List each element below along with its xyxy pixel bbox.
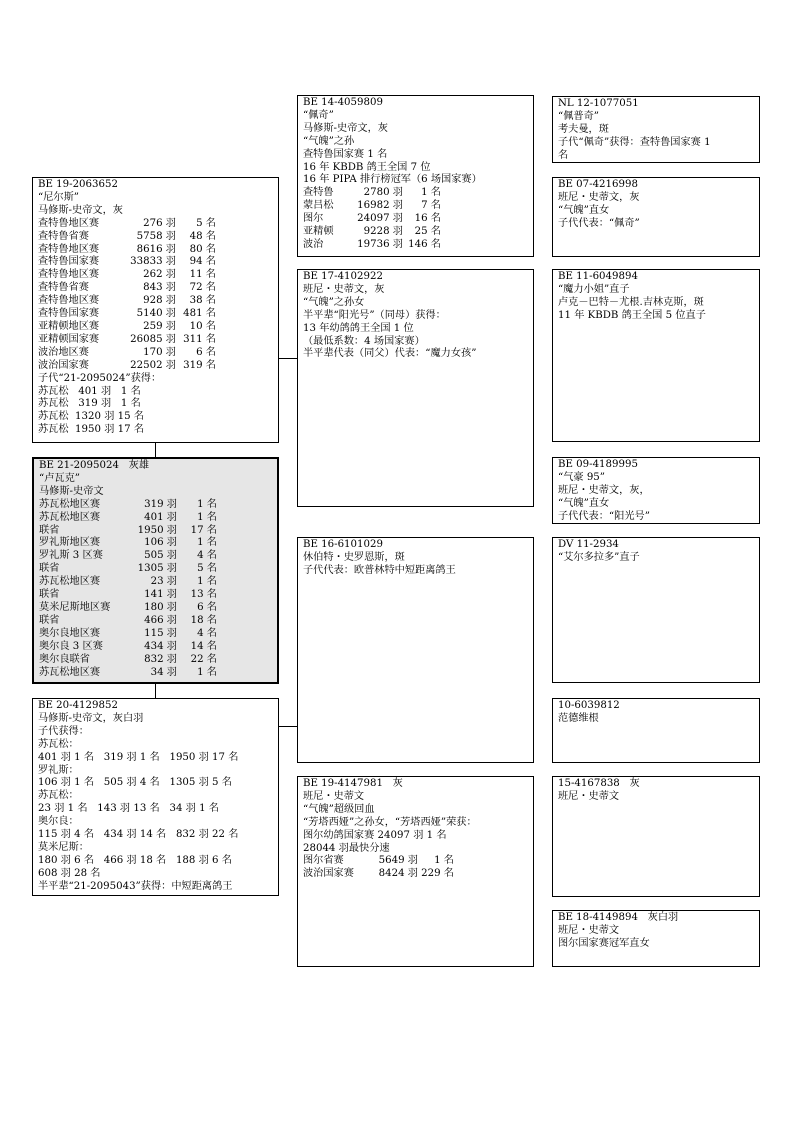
result-race: 亚精顿 xyxy=(303,226,334,238)
ggp-line: “气魄”直女 xyxy=(558,497,610,509)
ggp-line: BE 07-4216998 xyxy=(558,179,638,190)
result-rank: 7 名 xyxy=(421,200,441,212)
ggp-line: 班尼・史蒂文 xyxy=(558,790,620,802)
result-race: 查特鲁省赛 xyxy=(38,230,89,242)
result-race: 奥尔良联省 xyxy=(39,653,90,665)
result-rank: 25 名 xyxy=(414,226,441,238)
result-race: 奥尔良 3 区赛 xyxy=(39,640,103,652)
result-race: 蒙吕松 xyxy=(303,200,334,212)
result-row xyxy=(39,628,272,641)
dam-line: 罗礼斯： xyxy=(38,764,79,776)
result-race: 苏瓦松地区赛 xyxy=(39,576,101,588)
grandsire-line: “佩奇” xyxy=(303,109,334,121)
result-race: 罗礼斯地区赛 xyxy=(39,537,101,549)
result-row xyxy=(38,360,273,373)
sire-box xyxy=(32,177,279,443)
result-rank: 1 名 xyxy=(434,855,454,867)
ggp-line: 子代“佩奇”获得：查特鲁国家赛 1 xyxy=(558,136,711,148)
result-rank: 1 名 xyxy=(197,576,217,588)
ggp-line: BE 18-4149894 灰白羽 xyxy=(558,912,679,923)
sire-tail-line: 苏瓦松 401 羽 1 名 xyxy=(38,385,141,397)
result-rank: 38 名 xyxy=(189,295,216,307)
ggp-line: 10-6039812 xyxy=(558,700,620,711)
result-rank: 10 名 xyxy=(189,320,216,332)
result-rank: 1 名 xyxy=(197,537,217,549)
dam-line: 莫米尼斯： xyxy=(38,841,89,853)
result-race: 查特鲁地区赛 xyxy=(38,269,100,281)
result-birds: 5140 羽 xyxy=(136,308,176,320)
great-grandparent-5-box xyxy=(552,537,760,683)
granddam-line: “气魄”之孙女 xyxy=(303,296,365,308)
ggp-line: 班尼・史蒂文 xyxy=(558,924,620,936)
result-row xyxy=(38,244,273,257)
ggp-line: 15-4167838 灰 xyxy=(558,778,640,789)
result-row xyxy=(39,550,272,563)
ggp-line: NL 12-1077051 xyxy=(558,98,639,109)
result-rank: 72 名 xyxy=(189,282,216,294)
dam-line: 180 羽 6 名 466 羽 18 名 188 羽 6 名 xyxy=(38,854,232,866)
sire-tail-line: 子代“21-2095024”获得： xyxy=(38,372,162,384)
result-rank: 1 名 xyxy=(421,187,441,199)
result-birds: 276 羽 xyxy=(143,217,176,229)
great-grandparent-8-box xyxy=(552,910,760,967)
subject-line: 马修斯-史帝文 xyxy=(39,485,104,497)
result-race: 查特鲁国家赛 xyxy=(38,308,100,320)
dam-line: 奥尔良： xyxy=(38,816,79,828)
result-birds: 23 羽 xyxy=(150,576,177,588)
result-rank: 80 名 xyxy=(189,243,216,255)
granddam-dam-line: “芳塔西娅”之孙女，“芳塔西娅”荣获： xyxy=(303,816,477,828)
result-birds: 466 羽 xyxy=(144,614,177,626)
sire-tail-line: 苏瓦松 1320 羽 15 名 xyxy=(38,411,145,423)
ggp-line: 子代代表：“阳光号” xyxy=(558,510,650,522)
result-birds: 8424 羽 xyxy=(378,868,418,880)
grandsire-dam-line: 休伯特・史罗恩斯，斑 xyxy=(303,551,405,563)
ggp-line: “佩普奇” xyxy=(558,110,599,122)
great-grandparent-7-box xyxy=(552,776,760,897)
dam-line: 半平辈“21-2095043”获得：中短距离鸽王 xyxy=(38,880,233,892)
great-grandparent-4-box xyxy=(552,457,760,524)
result-row xyxy=(38,321,273,334)
result-row xyxy=(38,269,273,282)
result-row xyxy=(39,537,272,550)
result-row xyxy=(38,231,273,244)
result-race: 波治 xyxy=(303,238,324,250)
grandsire-dam-line: 子代代表：欧普林特中短距离鸽王 xyxy=(303,564,456,576)
dam-line: 115 羽 4 名 434 羽 14 名 832 羽 22 名 xyxy=(38,829,239,841)
result-race: 联省 xyxy=(39,589,60,601)
grandsire-line: 马修斯-史帝文，灰 xyxy=(303,122,388,134)
granddam-dam-line: 28044 羽最快分速 xyxy=(303,842,390,854)
ggp-line: 图尔国家赛冠军直女 xyxy=(558,937,650,949)
sire-line: “尼尔斯” xyxy=(38,191,79,203)
result-race: 查特鲁地区赛 xyxy=(38,295,100,307)
result-rank: 13 名 xyxy=(190,589,217,601)
ggp-line: BE 11-6049894 xyxy=(558,271,638,282)
result-rank: 5 名 xyxy=(196,217,216,229)
connector-dam-right xyxy=(279,726,297,727)
ggp-line: BE 09-4189995 xyxy=(558,459,638,470)
result-birds: 401 羽 xyxy=(144,511,177,523)
result-birds: 26085 羽 xyxy=(130,333,176,345)
grandsire-dam-line: BE 16-6101029 xyxy=(303,539,383,550)
granddam-sire-side-box xyxy=(297,269,534,507)
great-grandparent-3-box xyxy=(552,269,760,442)
granddam-dam-side-box xyxy=(297,776,534,967)
result-birds: 115 羽 xyxy=(144,627,177,639)
result-race: 波治国家赛 xyxy=(38,359,89,371)
dam-line: BE 20-4129852 xyxy=(38,700,118,711)
result-row xyxy=(39,512,272,525)
granddam-dam-line: “气魄”超级回血 xyxy=(303,803,375,815)
result-rank: 17 名 xyxy=(190,524,217,536)
result-rank: 311 名 xyxy=(183,333,216,345)
ggp-line: 考夫曼，斑 xyxy=(558,123,609,135)
ggp-line: 班尼・史蒂文，灰 xyxy=(558,191,640,203)
result-race: 联省 xyxy=(39,524,60,536)
result-rank: 4 名 xyxy=(197,627,217,639)
result-birds: 141 羽 xyxy=(144,589,177,601)
result-race: 查特鲁省赛 xyxy=(38,282,89,294)
result-row xyxy=(303,868,528,881)
result-birds: 928 羽 xyxy=(143,295,176,307)
grandsire-line: 16 年 PIPA 排行榜冠军（6 场国家赛） xyxy=(303,174,482,186)
result-row xyxy=(38,308,273,321)
sire-line: 马修斯-史帝文，灰 xyxy=(38,204,123,216)
result-race: 联省 xyxy=(39,614,60,626)
granddam-line: 13 年幼鸽鸽王全国 1 位 xyxy=(303,322,414,334)
result-birds: 1950 羽 xyxy=(137,524,177,536)
result-birds: 19736 羽 xyxy=(357,238,403,250)
ggp-line: DV 11-2934 xyxy=(558,539,619,550)
result-race: 查特鲁国家赛 xyxy=(38,256,100,268)
grandsire-dam-side-box xyxy=(297,537,534,763)
result-birds: 5649 羽 xyxy=(378,855,418,867)
dam-box xyxy=(32,698,279,896)
result-race: 查特鲁地区赛 xyxy=(38,217,100,229)
subject-line: BE 21-2095024 灰雄 xyxy=(39,460,150,471)
result-birds: 9228 羽 xyxy=(363,226,403,238)
result-row xyxy=(39,589,272,602)
result-birds: 1305 羽 xyxy=(137,563,177,575)
result-row xyxy=(39,654,272,667)
result-row xyxy=(303,187,528,200)
result-rank: 319 名 xyxy=(183,359,216,371)
result-birds: 434 羽 xyxy=(144,640,177,652)
ggp-line: “气豪 95” xyxy=(558,471,605,483)
result-row xyxy=(303,239,528,252)
result-row xyxy=(38,347,273,360)
dam-line: 马修斯-史帝文，灰白羽 xyxy=(38,712,144,724)
result-birds: 262 羽 xyxy=(143,269,176,281)
result-row xyxy=(39,499,272,512)
ggp-line: 11 年 KBDB 鸽王全国 5 位直子 xyxy=(558,309,706,321)
result-birds: 505 羽 xyxy=(144,550,177,562)
connector-subject-dam xyxy=(155,683,156,698)
sire-tail-line: 苏瓦松 1950 羽 17 名 xyxy=(38,424,145,436)
grandsire-box xyxy=(297,95,534,257)
grandsire-line: BE 14-4059809 xyxy=(303,97,383,108)
result-rank: 146 名 xyxy=(408,238,441,250)
result-birds: 34 羽 xyxy=(150,666,177,678)
result-row xyxy=(39,563,272,576)
result-rank: 11 名 xyxy=(189,269,216,281)
result-rank: 6 名 xyxy=(196,346,216,358)
sire-tail-line: 苏瓦松 319 羽 1 名 xyxy=(38,398,141,410)
result-birds: 319 羽 xyxy=(144,498,177,510)
ggp-line: 卢克－巴特－尤根.吉林克斯，斑 xyxy=(558,296,704,308)
result-rank: 16 名 xyxy=(414,213,441,225)
sire-line: BE 19-2063652 xyxy=(38,179,118,190)
result-row xyxy=(38,218,273,231)
result-race: 图尔 xyxy=(303,213,324,225)
granddam-line: 班尼・史蒂文，灰 xyxy=(303,283,385,295)
result-row xyxy=(303,226,528,239)
ggp-line: 名 xyxy=(558,149,569,161)
result-row xyxy=(39,615,272,628)
dam-line: 苏瓦松： xyxy=(38,738,79,750)
result-rank: 48 名 xyxy=(189,230,216,242)
granddam-line: BE 17-4102922 xyxy=(303,271,383,282)
result-row xyxy=(39,602,272,615)
result-birds: 16982 羽 xyxy=(357,200,403,212)
result-rank: 6 名 xyxy=(197,601,217,613)
result-birds: 8616 羽 xyxy=(136,243,176,255)
result-birds: 2780 羽 xyxy=(363,187,403,199)
dam-line: 106 羽 1 名 505 羽 4 名 1305 羽 5 名 xyxy=(38,777,232,789)
result-rank: 4 名 xyxy=(197,550,217,562)
granddam-dam-line: 图尔幼鸽国家赛 24097 羽 1 名 xyxy=(303,829,447,841)
result-birds: 843 羽 xyxy=(143,282,176,294)
dam-line: 23 羽 1 名 143 羽 13 名 34 羽 1 名 xyxy=(38,803,219,815)
granddam-line: 半平辈“阳光号”（同母）获得： xyxy=(303,309,446,321)
result-row xyxy=(38,256,273,269)
result-race: 查特鲁 xyxy=(303,187,334,199)
grandsire-line: “气魄”之孙 xyxy=(303,135,355,147)
ggp-line: 子代代表：“佩奇” xyxy=(558,217,640,229)
subject-line: “卢瓦克” xyxy=(39,472,80,484)
result-race: 图尔省赛 xyxy=(303,855,344,867)
result-birds: 259 羽 xyxy=(143,320,176,332)
result-row xyxy=(39,667,272,680)
granddam-dam-line: BE 19-4147981 灰 xyxy=(303,778,403,789)
connector-sire-right xyxy=(279,358,297,359)
dam-line: 子代获得： xyxy=(38,725,89,737)
result-race: 联省 xyxy=(39,563,60,575)
result-row xyxy=(38,334,273,347)
grandsire-line: 16 年 KBDB 鸽王全国 7 位 xyxy=(303,161,431,173)
result-row xyxy=(39,641,272,654)
result-race: 罗礼斯 3 区赛 xyxy=(39,550,103,562)
result-row xyxy=(38,295,273,308)
result-row xyxy=(39,525,272,538)
granddam-dam-line: 班尼・史蒂文 xyxy=(303,790,365,802)
great-grandparent-2-box xyxy=(552,177,760,257)
result-birds: 180 羽 xyxy=(144,601,177,613)
result-rank: 14 名 xyxy=(190,640,217,652)
result-row xyxy=(303,213,528,226)
result-rank: 5 名 xyxy=(197,563,217,575)
result-birds: 22502 羽 xyxy=(130,359,176,371)
result-race: 奥尔良地区赛 xyxy=(39,627,101,639)
subject-pigeon-box xyxy=(32,457,279,684)
grandsire-line: 查特鲁国家赛 1 名 xyxy=(303,148,388,160)
granddam-line: （最低系数：4 场国家赛） xyxy=(303,335,425,347)
result-race: 波治地区赛 xyxy=(38,346,89,358)
result-rank: 94 名 xyxy=(189,256,216,268)
result-rank: 481 名 xyxy=(183,308,216,320)
ggp-line: 范德维根 xyxy=(558,712,599,724)
great-grandparent-1-box xyxy=(552,96,760,163)
result-race: 波治国家赛 xyxy=(303,868,354,880)
result-rank: 229 名 xyxy=(421,868,454,880)
result-race: 莫米尼斯地区赛 xyxy=(39,601,111,613)
result-race: 查特鲁地区赛 xyxy=(38,243,100,255)
result-rank: 18 名 xyxy=(190,614,217,626)
dam-line: 苏瓦松： xyxy=(38,790,79,802)
dam-line: 608 羽 28 名 xyxy=(38,867,101,879)
result-rank: 1 名 xyxy=(197,498,217,510)
result-race: 苏瓦松地区赛 xyxy=(39,666,101,678)
result-rank: 22 名 xyxy=(190,653,217,665)
ggp-line: 班尼・史蒂文，灰， xyxy=(558,484,650,496)
connector-sire-subject xyxy=(155,442,156,457)
result-rank: 1 名 xyxy=(197,511,217,523)
result-rank: 1 名 xyxy=(197,666,217,678)
result-birds: 170 羽 xyxy=(143,346,176,358)
result-birds: 832 羽 xyxy=(144,653,177,665)
dam-line: 401 羽 1 名 319 羽 1 名 1950 羽 17 名 xyxy=(38,751,239,763)
result-row xyxy=(39,576,272,589)
ggp-line: “艾尔多拉多”直子 xyxy=(558,551,640,563)
result-race: 苏瓦松地区赛 xyxy=(39,498,101,510)
result-birds: 106 羽 xyxy=(144,537,177,549)
great-grandparent-6-box xyxy=(552,698,760,763)
result-race: 亚精顿地区赛 xyxy=(38,320,100,332)
ggp-line: “气魄”直女 xyxy=(558,204,610,216)
granddam-line: 半平辈代表（同父）代表：“魔力女孩” xyxy=(303,348,477,360)
ggp-line: “魔力小姐”直子 xyxy=(558,283,630,295)
result-row xyxy=(303,855,528,868)
result-birds: 33833 羽 xyxy=(130,256,176,268)
result-race: 亚精顿国家赛 xyxy=(38,333,100,345)
result-row xyxy=(38,282,273,295)
result-row xyxy=(303,200,528,213)
result-race: 苏瓦松地区赛 xyxy=(39,511,101,523)
result-birds: 5758 羽 xyxy=(136,230,176,242)
result-birds: 24097 羽 xyxy=(357,213,403,225)
